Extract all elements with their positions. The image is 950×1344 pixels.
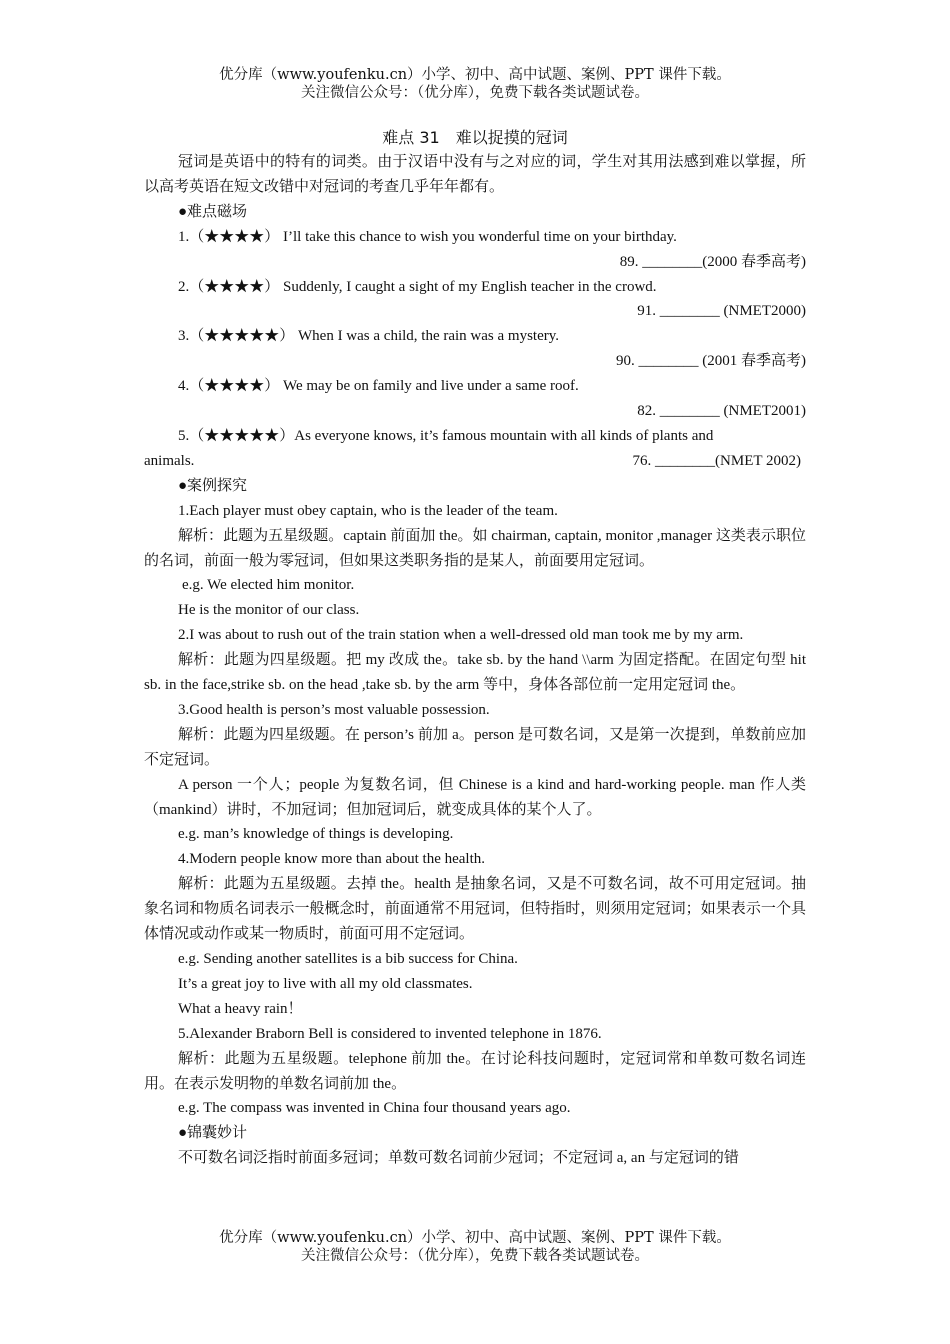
exercise-2-ref: 91. ________ (NMET2000) [637,303,806,320]
case-3-note: A person 一个人；people 为复数名词，但 Chinese is a kind and hard-working people. man 作人类（mankind）讲时，不加冠词；但加冠词后，就变成具体的某个人了。 [144,776,806,818]
case-2-sentence: 2.I was about to rush out of the train station when a well-dressed old man took me by my arm. [178,627,744,644]
exercise-2: 2.（★★★★） Suddenly, I caught a sight of my English teacher in the crowd. [178,278,657,295]
case-4-example-2: It’s a great joy to live with all my old classmates. [178,975,473,992]
case-1-sentence: 1.Each player must obey captain, who is the leader of the team. [178,502,558,519]
exercise-4-ref: 82. ________ (NMET2001) [637,403,806,420]
document-body [144,126,806,1171]
header-line-1: 优分库（www.youfenku.cn）小学、初中、高中试题、案例、PPT 课件下载。 [219,67,731,83]
intro-paragraph: 冠词是英语中的特有的词类。由于汉语中没有与之对应的词，学生对其用法感到难以掌握，所以高考英语在短文改错中对冠词的考查几乎年年都有。 [144,154,806,195]
section-heading-cases: ●案例探究 [178,477,248,494]
case-4-example-1: e.g. Sending another satellites is a bib success for China. [178,951,518,967]
exercise-5-ref: 76. ________(NMET 2002) [632,452,801,469]
footer-line-2: 关注微信公众号：（优分库），免费下载各类试题试卷。 [301,1248,649,1264]
case-4-sentence: 4.Modern people know more than about the health. [178,851,486,868]
case-5-example: e.g. The compass was invented in China four thousand years ago. [178,1100,571,1117]
exercise-3: 3.（★★★★★） When I was a child, the rain was a mystery. [178,328,560,345]
page-header [0,66,950,102]
exercise-4: 4.（★★★★） We may be on family and live under a same roof. [178,378,579,395]
header-line-2: 关注微信公众号：（优分库），免费下载各类试题试卷。 [301,85,649,101]
case-1-example-1: e.g. We elected him monitor. [182,577,355,594]
exercise-5-text-end: animals. [144,452,195,469]
footer-line-1: 优分库（www.youfenku.cn）小学、初中、高中试题、案例、PPT 课件下载。 [219,1230,731,1246]
section-heading-practice: ●难点磁场 [178,203,248,220]
section-heading-tips: ●锦囊妙计 [178,1125,248,1142]
case-3-example: e.g. man’s knowledge of things is developing. [178,826,454,843]
case-5-sentence: 5.Alexander Braborn Bell is considered to invented telephone in 1876. [178,1025,602,1042]
exercise-1: 1.（★★★★） I’ll take this chance to wish you wonderful time on your birthday. [178,228,677,245]
case-1-example-2: He is the monitor of our class. [178,602,360,619]
case-5-analysis: 解析：此题为五星级题。telephone 前加 the。在讨论科技问题时，定冠词常和单数可数名词连用。在表示发明物的单数名词前加 the。 [144,1050,806,1092]
exercise-5-line-1: 5.（★★★★★）As everyone knows, it’s famous mountain with all kinds of plants and [178,427,714,444]
case-3-sentence: 3.Good health is person’s most valuable possession. [178,701,490,718]
exercise-5-line-2 [144,449,806,474]
case-3-analysis: 解析：此题为四星级题。在 person’s 前加 a。person 是可数名词，又是第一次提到，单数前应加不定冠词。 [144,726,806,768]
page-title: 难点 31 难以捉摸的冠词 [382,128,568,147]
page-footer [0,1229,950,1265]
exercise-3-ref: 90. ________ (2001 春季高考) [616,353,806,370]
exercise-1-ref: 89. ________(2000 春季高考) [619,253,806,270]
case-2-analysis: 解析：此题为四星级题。把 my 改成 the。take sb. by the hand \\arm 为固定搭配。在固定句型 hit sb. in the face,strike sb. on the head ,take sb. by the arm 等中，身体各部位前一定用定冠词 the。 [144,652,806,694]
case-1-analysis: 解析：此题为五星级题。captain 前面加 the。如 chairman, captain, monitor ,manager 这类表示职位的名词，前面一般为零冠词，但如果这类职务指的是某人，前面要用定冠词。 [144,527,806,569]
tips-paragraph: 不可数名词泛指时前面多冠词；单数可数名词前少冠词；不定冠词 a, an 与定冠词的错 [178,1150,739,1167]
case-4-analysis: 解析：此题为五星级题。去掉 the。health 是抽象名词，又是不可数名词，故不可用定冠词。抽象名词和物质名词表示一般概念时，前面通常不用冠词，但特指时，则须用定冠词；如果表示一个具体情况或动作或某一物质时，前面可用不定冠词。 [144,876,806,943]
case-4-example-3: What a heavy rain！ [178,1000,303,1017]
